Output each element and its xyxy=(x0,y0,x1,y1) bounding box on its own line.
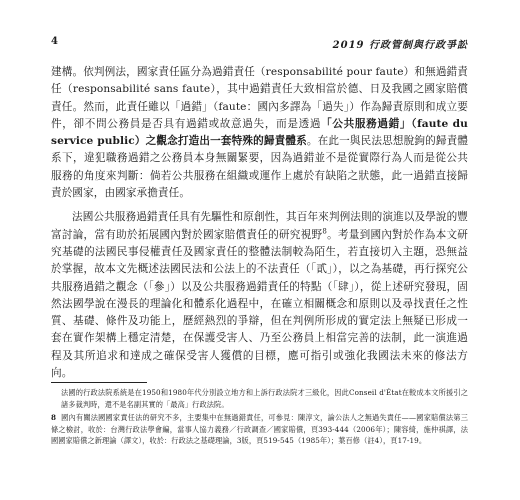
paragraph-2-text-b: 。考量到國內對於作為本文研究基礎的法國民事侵權責任及國家責任的整體法制較為陌生，若直接切入主題，恐無益於掌握，故本文先概述法國民法和公法上的不法責任（「貳」），以之為基礎，再行探究公共服務過錯之觀念（「參」）以及公共服務過錯責任的特點（「肆」），從上述研究發現，固然法國學說在漫長的理論化和體系化過程中，在確立相關概念和原則以及尋找責任之性質、基礎、條件及功能上，歷經熱烈的爭辯，但在判例所形成的實定法上無疑已形成一套在實作架構上穩定清楚，在保護受害人、乃至公務員上相當完善的法制，此一演進過程及其所追求和達成之確保受害人獲償的目標，應可指引或強化我國法未來的修法方向。 xyxy=(51,228,468,380)
footnote-reference-8[interactable]: 8 xyxy=(322,227,327,236)
paragraph-1-text-b: 。在此一與民法思想脫鉤的歸責體系下，違犯職務過錯之公務員本身無關緊要，因為過錯並不是從實際行為人而是從公共服務的角度來判斷：倘若公共服務在組織或運作上處於有缺陷之狀態，此一過錯直接歸責於國家，由國家承擔責任。 xyxy=(51,135,469,200)
page-number: 4 xyxy=(51,36,58,47)
footnote-8-marker: 8 xyxy=(51,413,57,423)
paragraph-1-bold-phrase: 「公共服務過錯」（faute du service public）之觀念打造出一套特殊的歸責體系 xyxy=(51,117,468,148)
paragraph-2-text-a: 法國公共服務過錯責任具有先驅性和原創性，其百年來判例法則的演進以及學說的豐富討論，當有助於拓展國內對於國家賠償責任的研究視野 xyxy=(51,211,468,241)
footnote-8-text: 國內有關法國國家責任法的研究不多，主要集中在無過錯責任，可參見：陳淳文，論公法人之無過失責任——國家賠償法第三條之檢討，收於：台灣行政法學會編，當事人協力義務／行政調查／國家賠償，頁393-444（2006年）；陳容綺，施仲祺譯，法國國家賠償之新理論（譯文），收於：行政法之基礎理論，3版，頁519-545（1985年）；葉百修（註4），頁17-19。 xyxy=(51,413,468,446)
footnotes xyxy=(51,382,468,447)
footnote-8 xyxy=(51,412,468,447)
paragraph-2 xyxy=(51,209,468,382)
running-head: 2019 行政管制與行政爭訟 xyxy=(332,40,468,51)
footnote-divider xyxy=(51,382,147,383)
footnote-continued: 法國的行政法院系統是在1950和1980年代分別設立地方和上訴行政法院才三級化，因此Conseil d'État在較成本文所援引之諸多裁判時，還不是名副其實的「最高」行政法院。 xyxy=(61,388,468,409)
body-text xyxy=(51,64,468,382)
paragraph-1-text-a: 建構。依判例法，國家責任區分為過錯責任（responsabilité pour faute）和無過錯責任（responsabilité sans faute），其中過錯責任大致相當於德、日及我國之國家賠償責任。然而，此責任雖以「過錯」（faute：國內多譯為「過失」）作為歸責原則和成立要件，卻不問公務員是否具有過錯或故意過失，而是透過 xyxy=(51,66,468,130)
paragraph-1 xyxy=(51,64,468,202)
